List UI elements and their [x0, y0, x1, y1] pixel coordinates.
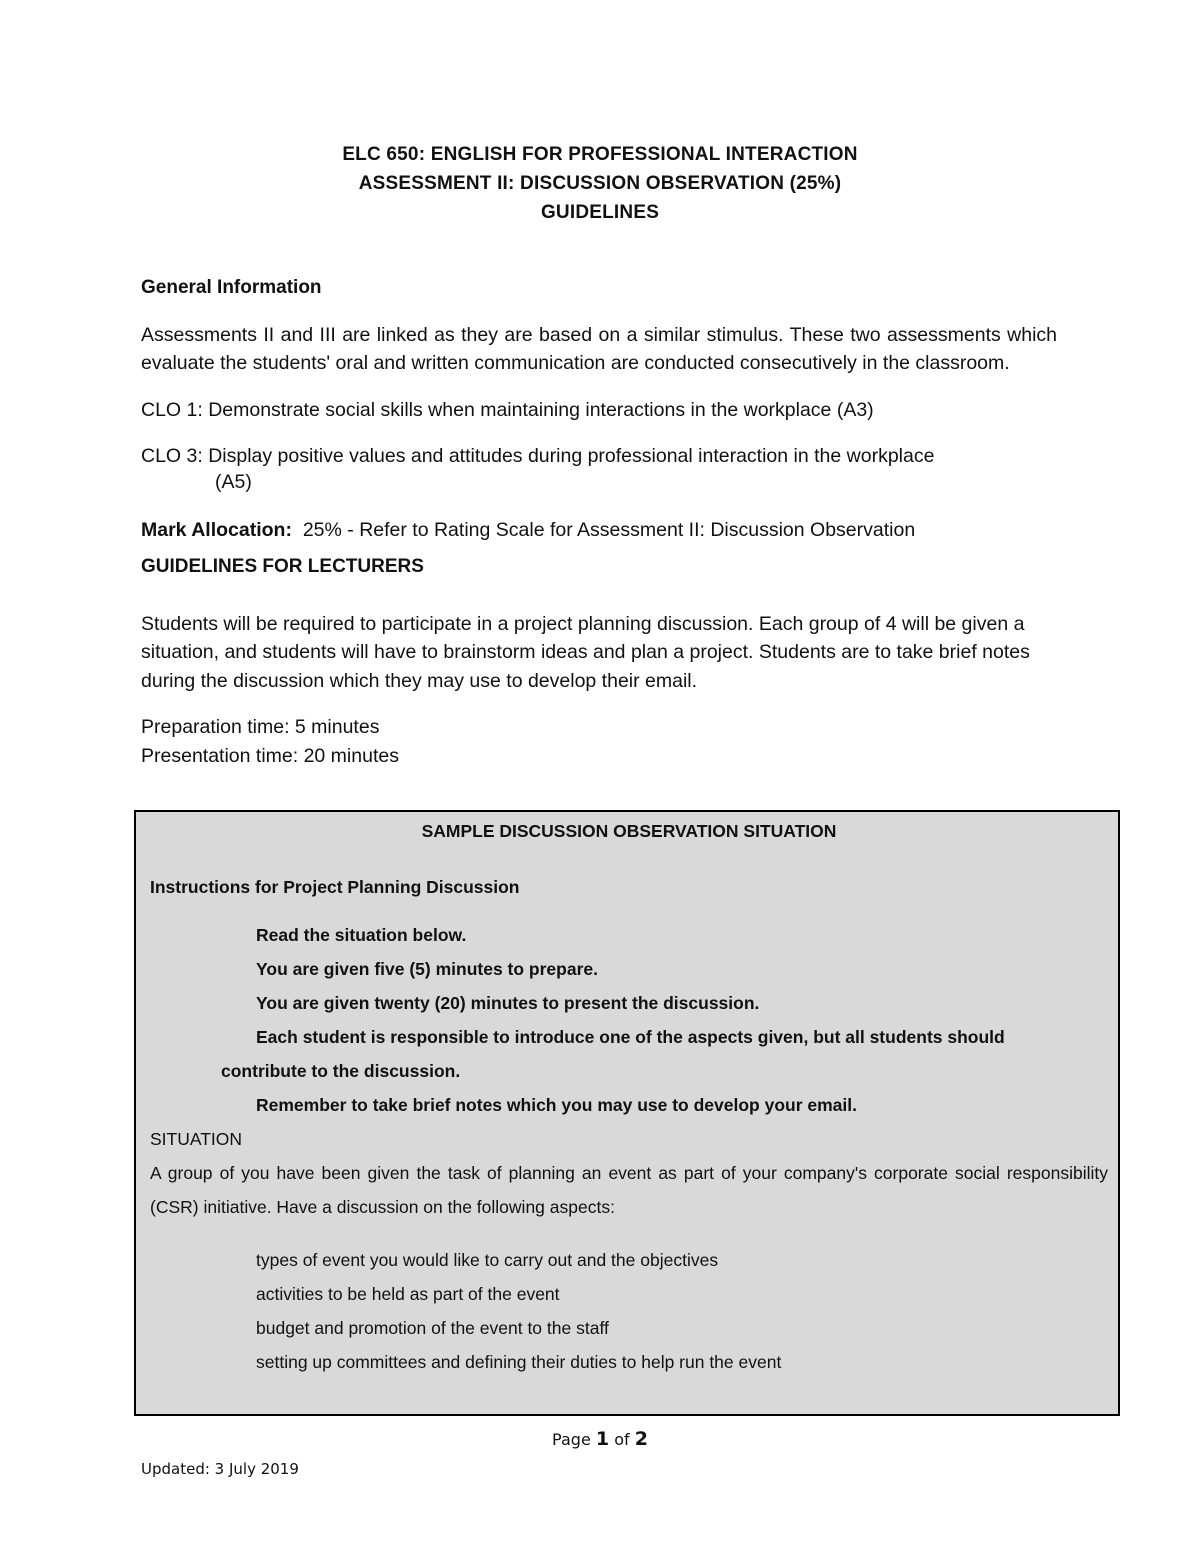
page-number	[0, 1428, 1200, 1450]
situation-text: A group of you have been given the task of planning an event as part of your company's corporate social responsibility (CSR) initiative. Have a discussion on the following aspects:	[150, 1163, 1108, 1217]
mark-allocation-label: Mark Allocation:	[141, 518, 292, 541]
instructions-list	[150, 918, 1108, 1122]
mark-allocation	[141, 516, 1057, 545]
of-word: of	[614, 1430, 630, 1449]
aspects-list	[150, 1243, 1108, 1379]
aspect-item: activities to be held as part of the event	[256, 1284, 560, 1304]
course-title: ELC 650: ENGLISH FOR PROFESSIONAL INTERACTION	[342, 144, 858, 165]
guidelines-title: GUIDELINES	[540, 202, 660, 223]
instruction-item: Read the situation below.	[256, 925, 467, 945]
instructions-heading: Instructions for Project Planning Discussion	[150, 877, 520, 897]
lecturers-heading: GUIDELINES FOR LECTURERS	[141, 556, 424, 577]
document-title-block	[0, 140, 1200, 227]
instruction-item: Remember to take brief notes which you may use to develop your email.	[256, 1095, 857, 1115]
clo3-text-cont: (A5)	[215, 470, 252, 493]
situation-label: SITUATION	[150, 1129, 243, 1149]
sample-situation-content	[150, 818, 1108, 1379]
aspect-item: types of event you would like to carry out and the objectives	[256, 1250, 719, 1270]
mark-allocation-text: Refer to Rating Scale for Assessment II: Discussion Observation	[359, 518, 916, 541]
instruction-item: You are given twenty (20) minutes to present the discussion.	[256, 993, 760, 1013]
assessment-title: ASSESSMENT II: DISCUSSION OBSERVATION (25%)	[358, 173, 842, 194]
sample-situation-box	[134, 810, 1120, 1416]
updated-date: Updated: 3 July 2019	[141, 1460, 299, 1478]
page-word: Page	[552, 1430, 591, 1449]
clo3-text: CLO 3: Display positive values and attitudes during professional interaction in the workplace	[141, 445, 935, 467]
clo1-text: CLO 1: Demonstrate social skills when maintaining interactions in the workplace (A3)	[141, 398, 874, 421]
lecturers-paragraph: Students will be required to participate in a project planning discussion. Each group of 4 will be given a situation, and students will have to brainstorm ideas and plan a project. Students are to take brief notes during the discussion which they may use to develop their email.	[141, 612, 1030, 692]
presentation-time: Presentation time: 20 minutes	[141, 744, 399, 767]
instruction-item: You are given five (5) minutes to prepare.	[256, 959, 598, 979]
general-info-heading: General Information	[141, 277, 322, 298]
general-info-paragraph: Assessments II and III are linked as they are based on a similar stimulus. These two assessments which evaluate the students' oral and written communication are conducted consecutively in the classroom.	[141, 323, 1057, 374]
preparation-time: Preparation time: 5 minutes	[141, 716, 380, 738]
main-content	[141, 274, 1057, 770]
instruction-item: Each student is responsible to introduce one of the aspects given, but all students should	[256, 1027, 1005, 1047]
aspect-item: setting up committees and defining their duties to help run the event	[256, 1352, 782, 1372]
instruction-item-continuation: contribute to the discussion.	[221, 1061, 461, 1081]
page-total: 2	[634, 1428, 648, 1450]
page-current: 1	[595, 1428, 610, 1450]
mark-allocation-value: 25% -	[302, 518, 354, 541]
aspect-item: budget and promotion of the event to the staff	[256, 1318, 609, 1338]
sample-situation-title: SAMPLE DISCUSSION OBSERVATION SITUATION	[421, 821, 837, 841]
